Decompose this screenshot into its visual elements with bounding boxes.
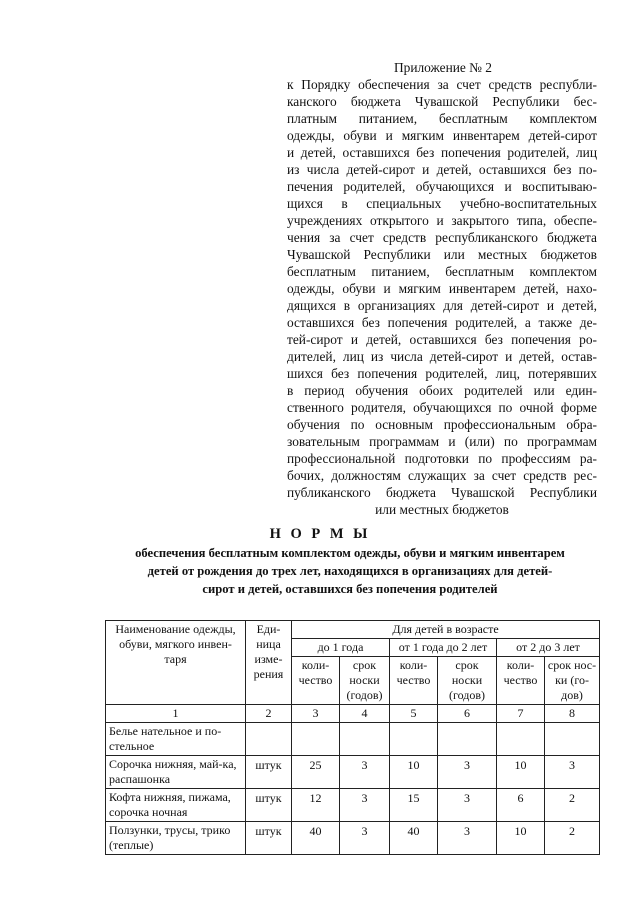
- item-value: 10: [497, 756, 545, 789]
- item-value: 3: [438, 789, 497, 822]
- table-row: [106, 822, 600, 855]
- norms-title: Н О Р М Ы: [269, 526, 371, 542]
- appendix-line: ственного родителя, обучающихся по очной форме: [287, 400, 597, 415]
- appendix-line: тей-сирот и детей, оставшихся без попечения ро-: [287, 332, 597, 347]
- appendix-line: платным питанием, бесплатным комплектом: [287, 111, 597, 126]
- column-number: 8: [545, 705, 600, 723]
- column-number: 5: [390, 705, 438, 723]
- column-number: 4: [340, 705, 390, 723]
- header-term: срок нос-ки (го-дов): [545, 657, 600, 705]
- column-number: 3: [292, 705, 340, 723]
- appendix-line: обучения по основным профессиональным обра-: [287, 417, 597, 432]
- item-unit: штук: [246, 756, 292, 789]
- appendix-line: учреждениях открытого и закрытого типа, обеспе-: [287, 213, 597, 228]
- header-unit: Еди-ница изме-рения: [246, 621, 292, 705]
- item-value: 3: [438, 822, 497, 855]
- appendix-line: печения родителей, обучающихся и воспитываю-: [287, 179, 597, 194]
- empty-cell: [390, 723, 438, 756]
- item-value: 2: [545, 822, 600, 855]
- appendix-line: профессиональной подготовки по профессиям ра-: [287, 451, 597, 466]
- header-age: до 1 года: [292, 639, 390, 657]
- item-value: 10: [497, 822, 545, 855]
- header-qty: коли-чество: [390, 657, 438, 705]
- appendix-line: и детей, оставшихся без попечения родителей, лиц: [287, 145, 597, 160]
- appendix-line: к Порядку обеспечения за счет средств республи-: [287, 77, 597, 92]
- appendix-line: дящихся в организациях для детей-сирот и детей,: [287, 298, 597, 313]
- item-value: 3: [340, 789, 390, 822]
- empty-cell: [497, 723, 545, 756]
- table-body: [106, 756, 600, 855]
- column-number-row: [106, 705, 600, 723]
- appendix-line: оставшихся без попечения родителей, а также де-: [287, 315, 597, 330]
- empty-cell: [246, 723, 292, 756]
- appendix-line: публиканского бюджета Чувашской Республики: [287, 485, 597, 500]
- norms-subtitle-line: детей от рождения до трех лет, находящихся в организациях для детей-: [147, 564, 553, 578]
- appendix-line: в период обучения обоих родителей или един-: [287, 383, 597, 398]
- appendix-line: бочих, должностям служащих за счет средств рес-: [287, 468, 597, 483]
- item-value: 3: [438, 756, 497, 789]
- item-value: 12: [292, 789, 340, 822]
- column-number: 7: [497, 705, 545, 723]
- appendix-line: шихся без попечения родителей, лиц, потерявших: [287, 366, 597, 381]
- norms-table: [105, 620, 600, 855]
- item-value: 6: [497, 789, 545, 822]
- item-value: 40: [390, 822, 438, 855]
- header-age-group: Для детей в возрасте: [292, 621, 600, 639]
- appendix-line: бесплатным питанием, бесплатным комплектом: [287, 264, 597, 279]
- appendix-line: или местных бюджетов: [375, 502, 509, 517]
- norms-subtitle-line: обеспечения бесплатным комплектом одежды, обуви и мягким инвентарем: [135, 546, 565, 560]
- column-number: 6: [438, 705, 497, 723]
- item-value: 3: [545, 756, 600, 789]
- appendix-line: зовательным программам и (или) по программам: [287, 434, 597, 449]
- empty-cell: [438, 723, 497, 756]
- appendix-line: дителей, лиц из числа детей-сирот и детей, остав-: [287, 349, 597, 364]
- appendix-line: чения за счет средств республиканского бюджета: [287, 230, 597, 245]
- header-qty: коли-чество: [497, 657, 545, 705]
- section-row: [106, 723, 600, 756]
- column-number: 2: [246, 705, 292, 723]
- header-qty: коли-чество: [292, 657, 340, 705]
- column-number: 1: [106, 705, 246, 723]
- header-term: срок носки (годов): [438, 657, 497, 705]
- section-label: Белье нательное и по-стельное: [106, 723, 246, 756]
- appendix-line: канского бюджета Чувашской Республики бес-: [287, 94, 597, 109]
- table-row: [106, 789, 600, 822]
- item-name: Сорочка нижняя, май-ка, распашонка: [106, 756, 246, 789]
- item-unit: штук: [246, 789, 292, 822]
- item-value: 25: [292, 756, 340, 789]
- norms-subtitle-line: сирот и детей, оставшихся без попечения родителей: [202, 582, 498, 596]
- table-row: [106, 756, 600, 789]
- item-value: 2: [545, 789, 600, 822]
- header-name: Наименование одежды, обуви, мягкого инвен-таря: [106, 621, 246, 705]
- appendix-line: щихся в специальных учебно-воспитательных: [287, 196, 597, 211]
- header-term: срок носки (годов): [340, 657, 390, 705]
- item-name: Кофта нижняя, пижама, сорочка ночная: [106, 789, 246, 822]
- empty-cell: [545, 723, 600, 756]
- appendix-line: из числа детей-сирот и детей, оставшихся без по-: [287, 162, 597, 177]
- item-value: 15: [390, 789, 438, 822]
- item-value: 40: [292, 822, 340, 855]
- item-name: Ползунки, трусы, трико (теплые): [106, 822, 246, 855]
- appendix-line: Чувашской Республики или местных бюджетов: [287, 247, 597, 262]
- empty-cell: [340, 723, 390, 756]
- appendix-line: одежды, обуви и мягким инвентарем детей, нахо-: [287, 281, 597, 296]
- appendix-title: Приложение № 2: [393, 60, 493, 75]
- item-value: 3: [340, 756, 390, 789]
- header-age: от 1 года до 2 лет: [390, 639, 497, 657]
- table-header-row: [106, 621, 600, 639]
- item-value: 10: [390, 756, 438, 789]
- item-unit: штук: [246, 822, 292, 855]
- item-value: 3: [340, 822, 390, 855]
- empty-cell: [292, 723, 340, 756]
- header-age: от 2 до 3 лет: [497, 639, 600, 657]
- appendix-line: одежды, обуви и мягким инвентарем детей-сирот: [287, 128, 597, 143]
